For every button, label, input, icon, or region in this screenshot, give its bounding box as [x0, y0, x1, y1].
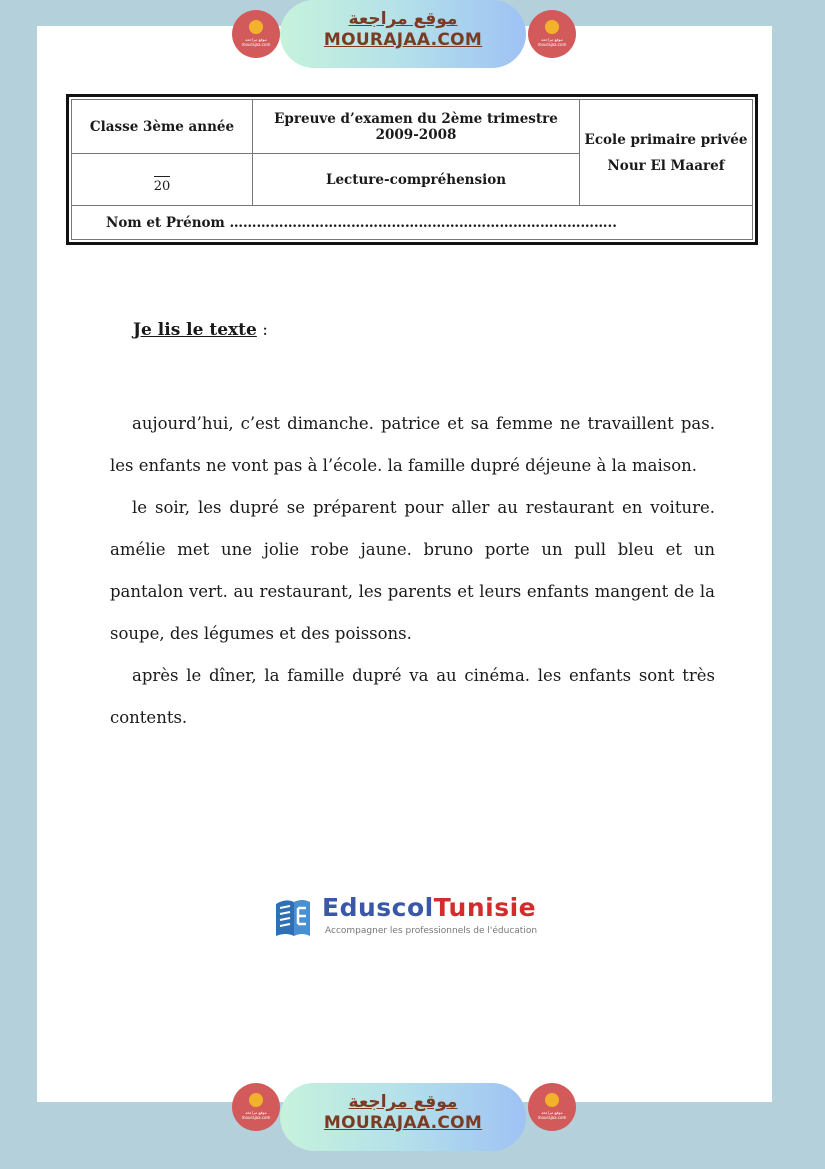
mourajaa-banner-top[interactable]	[280, 0, 526, 68]
school-cell: Ecole primaire privée Nour El Maaref	[580, 100, 753, 206]
brand-eduscol: Eduscol	[322, 893, 434, 922]
logo-dot-icon	[545, 20, 559, 34]
paragraph: aujourd’hui, c’est dimanche. patrice et sa femme ne travaillent pas. les enfants ne vont pas à l’école. la famille dupré déjeune à la maison.	[110, 414, 715, 475]
score-denominator: 20	[154, 176, 171, 194]
mourajaa-badge-right-bottom[interactable]: موقع مراجعة mourajaa.com	[528, 1083, 576, 1131]
mourajaa-badge-left-bottom[interactable]: موقع مراجعة mourajaa.com	[232, 1083, 280, 1131]
banner-arabic-text: موقع مراجعة	[348, 1092, 458, 1112]
score-cell	[72, 154, 253, 206]
paragraph: le soir, les dupré se préparent pour aller au restaurant en voiture. amélie met une jolie robe jaune. bruno porte un pull bleu et un pantalon vert. au restaurant, les parents et leurs enfants mangent de la soupe, des légumes et des poissons.	[110, 498, 715, 643]
banner-site-link[interactable]: MOURAJAA.COM	[323, 1113, 483, 1133]
exam-title-cell: Epreuve d’examen du 2ème trimestre 2009-2008	[253, 100, 580, 154]
subject-cell: Lecture-compréhension	[253, 154, 580, 206]
paragraph: après le dîner, la famille dupré va au cinéma. les enfants sont très contents.	[110, 666, 715, 727]
mourajaa-badge-left-top[interactable]: موقع مراجعة mourajaa.com	[232, 10, 280, 58]
section-title: Je lis le texte :	[133, 320, 268, 340]
banner-arabic-text: موقع مراجعة	[348, 9, 458, 29]
mourajaa-banner-bottom[interactable]	[280, 1083, 526, 1151]
logo-dot-icon	[249, 1093, 263, 1107]
logo-dot-icon	[545, 1093, 559, 1107]
book-emblem-icon	[272, 894, 312, 940]
reading-text	[110, 403, 715, 739]
name-field-row[interactable]	[72, 206, 753, 240]
logo-dot-icon	[249, 20, 263, 34]
brand-tunisie: Tunisie	[433, 893, 537, 922]
class-cell: Classe 3ème année	[72, 100, 253, 154]
exam-header-table	[66, 94, 758, 245]
logo-tagline: Accompagner les professionnels de l'éducation	[325, 926, 538, 936]
name-label: Nom et Prénom	[106, 214, 225, 231]
mourajaa-badge-right-top[interactable]: موقع مراجعة mourajaa.com	[528, 10, 576, 58]
name-dots: …………………………………………………………………………..	[229, 214, 617, 231]
banner-site-link[interactable]: MOURAJAA.COM	[323, 30, 483, 50]
eduscol-logo[interactable]	[272, 892, 552, 946]
